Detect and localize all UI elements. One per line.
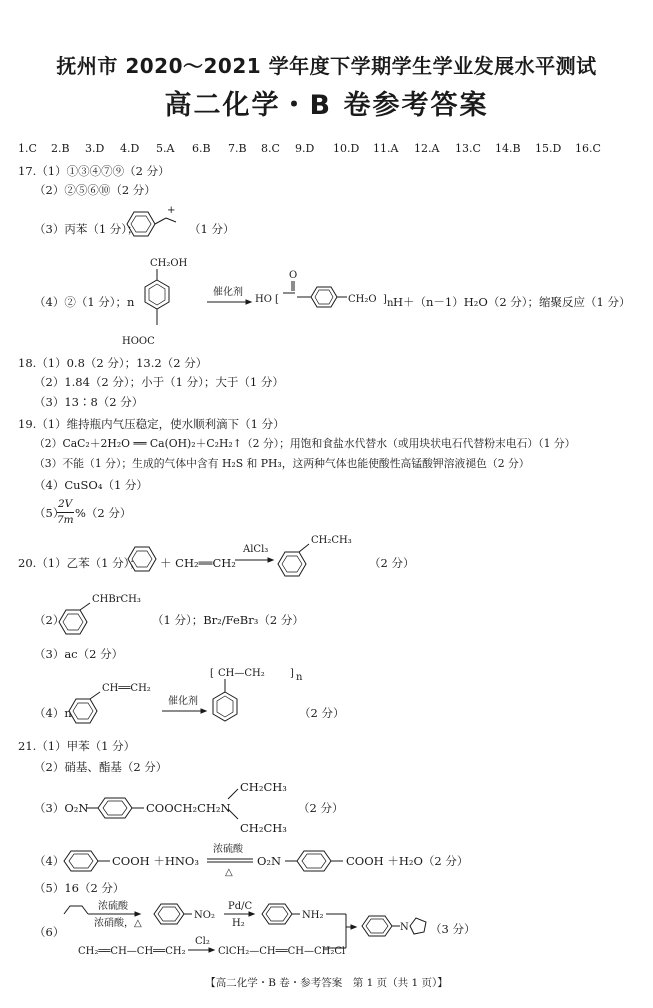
q20-line1-score: （2 分） <box>369 556 415 570</box>
poly-chain-label: CH—CH₂ <box>218 668 265 679</box>
mc-answer-1: 1.C <box>18 142 37 155</box>
q21-line4-tail: COOH ＋H₂O（2 分） <box>346 854 469 868</box>
mc-answer-3: 3.D <box>85 142 105 155</box>
q21-line6-prefix: （6） <box>34 925 65 939</box>
q17-line4-text: （4）②（1 分）；n <box>34 295 135 309</box>
q21-benzoic-hno3: COOH ＋HNO₃ <box>112 854 199 868</box>
q19-line5-prefix: （5） <box>34 506 65 520</box>
q21-line3-score: （2 分） <box>298 801 344 815</box>
route-hno3: 浓硝酸，△ <box>94 918 142 929</box>
q19-fraction-den: 7m <box>57 514 74 526</box>
q17-line2: （2）②⑤⑥⑩（2 分） <box>34 183 156 197</box>
polyester-structure <box>255 265 395 315</box>
mc-answer-9: 9.D <box>295 142 315 155</box>
mc-answer-14: 14.B <box>495 142 521 155</box>
q17-line3-text: （3）丙苯（1 分）； <box>34 222 139 236</box>
q20-catalyst-label: 催化剂 <box>168 696 198 707</box>
q21-line1: 21.（1）甲苯（1 分） <box>18 739 136 753</box>
q18-line3: （3）13∶8（2 分） <box>34 395 144 409</box>
mc-answer-6: 6.B <box>192 142 211 155</box>
q19-line3: （3）不能（1 分）；生成的气体中含有 H₂S 和 PH₃，这两种气体也能使酸性高锰酸钾溶液褪色（2 分） <box>34 457 530 470</box>
h2so4-label: 浓硫酸 <box>213 844 243 855</box>
q17-line4-tail: H＋（n－1）H₂O（2 分）；缩聚反应（1 分） <box>393 295 631 309</box>
ch2oh-label: CH₂OH <box>150 258 188 269</box>
q20-line2-score: （1 分）；Br₂/FeBr₃（2 分） <box>152 613 304 627</box>
q21-line4-prefix: （4） <box>34 854 65 868</box>
q18-line2: （2）1.84（2 分）；小于（1 分）；大于（1 分） <box>34 375 284 389</box>
ho-label: HO <box>255 294 272 305</box>
q20-catalyst-arrow <box>160 694 210 719</box>
q21-nitration-arrow <box>205 843 257 879</box>
svg-text:+: + <box>167 205 176 216</box>
q17-reaction-arrow <box>205 285 255 310</box>
q20-alcl3-arrow <box>233 543 278 568</box>
q19-line1: 19.（1）维持瓶内气压稳定，使水顺利滴下（1 分） <box>18 417 285 431</box>
bromoethylbenzene-structure <box>56 588 166 643</box>
q21-ethyl-1: CH₂CH₃ <box>240 780 287 794</box>
carbonyl-o-label: O <box>289 270 298 281</box>
mc-answer-11: 11.A <box>373 142 399 155</box>
styrene-structure <box>66 677 166 732</box>
route-no2: NO₂ <box>194 910 215 921</box>
q19-line5-suffix: %（2 分） <box>75 506 132 520</box>
route-nh2: NH₂ <box>302 910 324 921</box>
q17-line3-score: （1 分） <box>189 222 235 236</box>
q17-line1: 17.（1）①③④⑦⑨（2 分） <box>18 164 170 178</box>
ethylbenzene-structure <box>275 530 370 585</box>
q21-synthesis-route <box>58 900 478 970</box>
mc-answer-10: 10.D <box>333 142 360 155</box>
polystyrene-structure <box>210 662 320 732</box>
mc-answer-16: 16.C <box>575 142 601 155</box>
q20-ethylene: ＋ CH₂══CH₂ <box>160 556 236 570</box>
q19-line2: （2）CaC₂＋2H₂O ══ Ca(OH)₂＋C₂H₂↑（2 分）；用饱和食盐水代替水（或用块状电石代替粉末电石）（1 分） <box>34 437 576 450</box>
q20-line4-prefix: （4）n <box>34 706 72 720</box>
q18-line1: 18.（1）0.8（2 分）；13.2（2 分） <box>18 356 208 370</box>
ch2o-label: CH₂O <box>348 294 377 305</box>
exam-title: 抚州市 2020～2021 学年度下学期学生学业发展水平测试 <box>56 54 597 78</box>
q21-line5: （5）16（2 分） <box>34 881 125 895</box>
benzene-structure <box>125 541 165 581</box>
route-n: N <box>400 922 409 933</box>
mc-answer-7: 7.B <box>228 142 247 155</box>
hydroxymethyl-benzoic-acid-structure <box>120 255 210 355</box>
delta-label: △ <box>225 867 233 878</box>
q19-line4: （4）CuSO₄（1 分） <box>34 478 148 492</box>
route-h2so4: 浓硫酸 <box>98 901 128 912</box>
answer-key-title: 高二化学・B 卷参考答案 <box>164 90 489 121</box>
q21-ester-chain: COOCH₂CH₂N <box>146 801 231 815</box>
n-subscript: n <box>387 298 394 309</box>
chbrch3-label: CHBrCH₃ <box>92 594 141 605</box>
route-pdc: Pd/C <box>228 901 253 912</box>
route-cl2: Cl₂ <box>195 936 210 947</box>
route-h2: H₂ <box>232 918 245 929</box>
svg-text:[: [ <box>210 668 214 679</box>
poly-n-subscript: n <box>296 672 303 683</box>
page-footer: 【高二化学・B 卷・参考答案 第 1 页（共 1 页）】 <box>205 977 448 989</box>
alcl3-label: AlCl₃ <box>243 544 269 555</box>
mc-answer-13: 13.C <box>455 142 481 155</box>
mc-answer-2: 2.B <box>51 142 70 155</box>
svg-text:[: [ <box>275 294 279 305</box>
hooc-label: HOOC <box>122 336 155 347</box>
svg-text:]: ] <box>290 668 294 679</box>
q21-line3-prefix: （3）O₂N <box>34 801 89 815</box>
q21-para-ring-3 <box>285 849 355 875</box>
q21-nitro-group: O₂N <box>257 854 282 868</box>
route-dichloro: ClCH₂—CH══CH—CH₂Cl <box>218 946 346 957</box>
mc-answer-15: 15.D <box>535 142 562 155</box>
q21-line6-score: （3 分） <box>430 922 476 936</box>
mc-answer-12: 12.A <box>414 142 440 155</box>
q20-line3: （3）ac（2 分） <box>34 647 124 661</box>
mc-answer-8: 8.C <box>261 142 280 155</box>
vinyl-label: CH══CH₂ <box>102 683 151 694</box>
q21-line2: （2）硝基、酯基（2 分） <box>34 760 168 774</box>
mc-answer-4: 4.D <box>120 142 140 155</box>
q19-fraction-num: 2V <box>58 498 73 510</box>
svg-text:]: ] <box>383 294 387 305</box>
mc-answer-5: 5.A <box>156 142 175 155</box>
q20-line4-score: （2 分） <box>299 706 345 720</box>
ethyl-label: CH₂CH₃ <box>311 535 352 546</box>
propylbenzene-cation-structure <box>124 204 184 244</box>
q20-line1-text: 20.（1）乙苯（1 分）； <box>18 556 141 570</box>
q21-ethyl-2: CH₂CH₃ <box>240 821 287 835</box>
route-butadiene: CH₂══CH—CH══CH₂ <box>78 946 186 957</box>
catalyst-label: 催化剂 <box>213 287 243 298</box>
q20-line2-prefix: （2） <box>34 613 65 627</box>
